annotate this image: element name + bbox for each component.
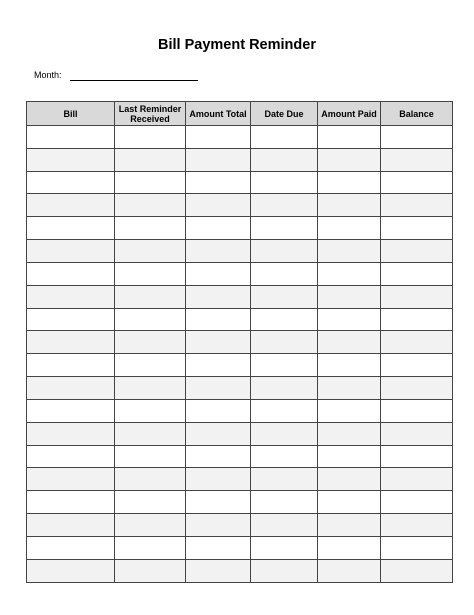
bill-table	[26, 101, 453, 583]
table-cell[interactable]	[381, 171, 453, 194]
table-cell[interactable]	[186, 468, 251, 491]
table-cell[interactable]	[115, 331, 186, 354]
table-cell[interactable]	[186, 126, 251, 149]
table-cell[interactable]	[27, 399, 115, 422]
table-row	[27, 445, 453, 468]
table-cell[interactable]	[115, 194, 186, 217]
table-cell[interactable]	[27, 445, 115, 468]
table-row	[27, 536, 453, 559]
table-cell[interactable]	[318, 194, 381, 217]
table-cell[interactable]	[318, 377, 381, 400]
table-row	[27, 308, 453, 331]
table-row	[27, 377, 453, 400]
document-title: Bill Payment Reminder	[158, 37, 316, 53]
table-row	[27, 217, 453, 240]
table-cell[interactable]	[251, 399, 318, 422]
table-cell[interactable]	[115, 262, 186, 285]
table-cell[interactable]	[318, 262, 381, 285]
table-cell[interactable]	[115, 536, 186, 559]
table-cell[interactable]	[115, 514, 186, 537]
table-row	[27, 468, 453, 491]
table-cell[interactable]	[251, 331, 318, 354]
table-cell[interactable]	[251, 148, 318, 171]
table-cell[interactable]	[27, 377, 115, 400]
table-cell[interactable]	[115, 354, 186, 377]
table-cell[interactable]	[318, 559, 381, 582]
table-cell[interactable]	[251, 377, 318, 400]
table-row	[27, 491, 453, 514]
table-cell[interactable]	[318, 171, 381, 194]
table-row	[27, 262, 453, 285]
table-cell[interactable]	[318, 491, 381, 514]
table-cell[interactable]	[251, 285, 318, 308]
table-cell[interactable]	[318, 217, 381, 240]
table-row	[27, 514, 453, 537]
table-cell[interactable]	[27, 194, 115, 217]
table-cell[interactable]	[318, 354, 381, 377]
table-cell[interactable]	[251, 491, 318, 514]
column-header-amount-paid: Amount Paid	[318, 102, 381, 126]
table-cell[interactable]	[27, 171, 115, 194]
table-cell[interactable]	[186, 422, 251, 445]
table-cell[interactable]	[115, 240, 186, 263]
table-cell[interactable]	[115, 126, 186, 149]
column-header-last-reminder-received: Last Reminder Received	[115, 102, 186, 126]
table-cell[interactable]	[186, 262, 251, 285]
table-row	[27, 240, 453, 263]
table-cell[interactable]	[27, 240, 115, 263]
table-cell[interactable]	[251, 308, 318, 331]
table-cell[interactable]	[381, 308, 453, 331]
table-cell[interactable]	[27, 514, 115, 537]
table-cell[interactable]	[27, 285, 115, 308]
table-cell[interactable]	[251, 559, 318, 582]
table-cell[interactable]	[27, 331, 115, 354]
table-cell[interactable]	[381, 445, 453, 468]
table-cell[interactable]	[318, 422, 381, 445]
table-cell[interactable]	[318, 514, 381, 537]
month-row	[34, 65, 198, 81]
table-header-row	[27, 102, 453, 126]
column-header-amount-total: Amount Total	[186, 102, 251, 126]
table-cell[interactable]	[381, 126, 453, 149]
table-cell[interactable]	[186, 491, 251, 514]
table-row	[27, 194, 453, 217]
table-cell[interactable]	[186, 354, 251, 377]
table-body	[27, 126, 453, 583]
table-cell[interactable]	[115, 377, 186, 400]
table-cell[interactable]	[27, 422, 115, 445]
table-cell[interactable]	[381, 468, 453, 491]
table-row	[27, 354, 453, 377]
table-cell[interactable]	[318, 536, 381, 559]
column-header-bill: Bill	[27, 102, 115, 126]
table-cell[interactable]	[381, 422, 453, 445]
table-cell[interactable]	[27, 536, 115, 559]
table-cell[interactable]	[381, 240, 453, 263]
table-cell[interactable]	[115, 468, 186, 491]
table-row	[27, 126, 453, 149]
table-cell[interactable]	[115, 491, 186, 514]
table-cell[interactable]	[186, 240, 251, 263]
table-cell[interactable]	[186, 171, 251, 194]
table-cell[interactable]	[27, 354, 115, 377]
month-label: Month:	[34, 70, 62, 80]
table-cell[interactable]	[251, 536, 318, 559]
table-cell[interactable]	[186, 377, 251, 400]
table-cell[interactable]	[318, 445, 381, 468]
table-cell[interactable]	[381, 331, 453, 354]
table-cell[interactable]	[27, 262, 115, 285]
table-cell[interactable]	[115, 171, 186, 194]
table-cell[interactable]	[251, 445, 318, 468]
table-cell[interactable]	[115, 399, 186, 422]
table-cell[interactable]	[381, 262, 453, 285]
table-cell[interactable]	[251, 354, 318, 377]
table-row	[27, 148, 453, 171]
table-cell[interactable]	[381, 217, 453, 240]
table-cell[interactable]	[186, 559, 251, 582]
table-cell[interactable]	[318, 399, 381, 422]
table-cell[interactable]	[115, 217, 186, 240]
table-cell[interactable]	[251, 422, 318, 445]
table-cell[interactable]	[251, 217, 318, 240]
table-row	[27, 331, 453, 354]
table-cell[interactable]	[381, 536, 453, 559]
table-cell[interactable]	[115, 445, 186, 468]
table-cell[interactable]	[381, 148, 453, 171]
table-cell[interactable]	[27, 468, 115, 491]
table-cell[interactable]	[381, 285, 453, 308]
table-cell[interactable]	[318, 285, 381, 308]
table-cell[interactable]	[318, 148, 381, 171]
table-row	[27, 399, 453, 422]
table-cell[interactable]	[251, 514, 318, 537]
table-cell[interactable]	[186, 331, 251, 354]
table-cell[interactable]	[27, 559, 115, 582]
table-cell[interactable]	[186, 445, 251, 468]
table-row	[27, 422, 453, 445]
table-cell[interactable]	[318, 126, 381, 149]
table-cell[interactable]	[318, 308, 381, 331]
table-cell[interactable]	[27, 148, 115, 171]
table-row	[27, 285, 453, 308]
table-cell[interactable]	[251, 262, 318, 285]
table-cell[interactable]	[381, 491, 453, 514]
column-header-balance: Balance	[381, 102, 453, 126]
table-cell[interactable]	[381, 354, 453, 377]
table-cell[interactable]	[381, 399, 453, 422]
table-cell[interactable]	[381, 377, 453, 400]
table-cell[interactable]	[115, 308, 186, 331]
table-cell[interactable]	[115, 422, 186, 445]
table-cell[interactable]	[251, 240, 318, 263]
table-cell[interactable]	[186, 514, 251, 537]
table-cell[interactable]	[251, 468, 318, 491]
table-cell[interactable]	[27, 126, 115, 149]
table-row	[27, 559, 453, 582]
month-field[interactable]	[70, 69, 198, 81]
table-row	[27, 171, 453, 194]
table-cell[interactable]	[186, 399, 251, 422]
table-cell[interactable]	[318, 468, 381, 491]
table-cell[interactable]	[381, 559, 453, 582]
table-cell[interactable]	[186, 194, 251, 217]
table-cell[interactable]	[318, 331, 381, 354]
table-cell[interactable]	[115, 285, 186, 308]
table-cell[interactable]	[27, 308, 115, 331]
table-cell[interactable]	[115, 148, 186, 171]
table-cell[interactable]	[27, 491, 115, 514]
table-cell[interactable]	[115, 559, 186, 582]
table-cell[interactable]	[251, 126, 318, 149]
table-cell[interactable]	[186, 148, 251, 171]
table-cell[interactable]	[251, 194, 318, 217]
table-cell[interactable]	[186, 285, 251, 308]
column-header-date-due: Date Due	[251, 102, 318, 126]
table-cell[interactable]	[186, 536, 251, 559]
table-cell[interactable]	[186, 217, 251, 240]
table-cell[interactable]	[381, 194, 453, 217]
table-cell[interactable]	[186, 308, 251, 331]
table-cell[interactable]	[318, 240, 381, 263]
table-cell[interactable]	[251, 171, 318, 194]
table-cell[interactable]	[27, 217, 115, 240]
table-cell[interactable]	[381, 514, 453, 537]
